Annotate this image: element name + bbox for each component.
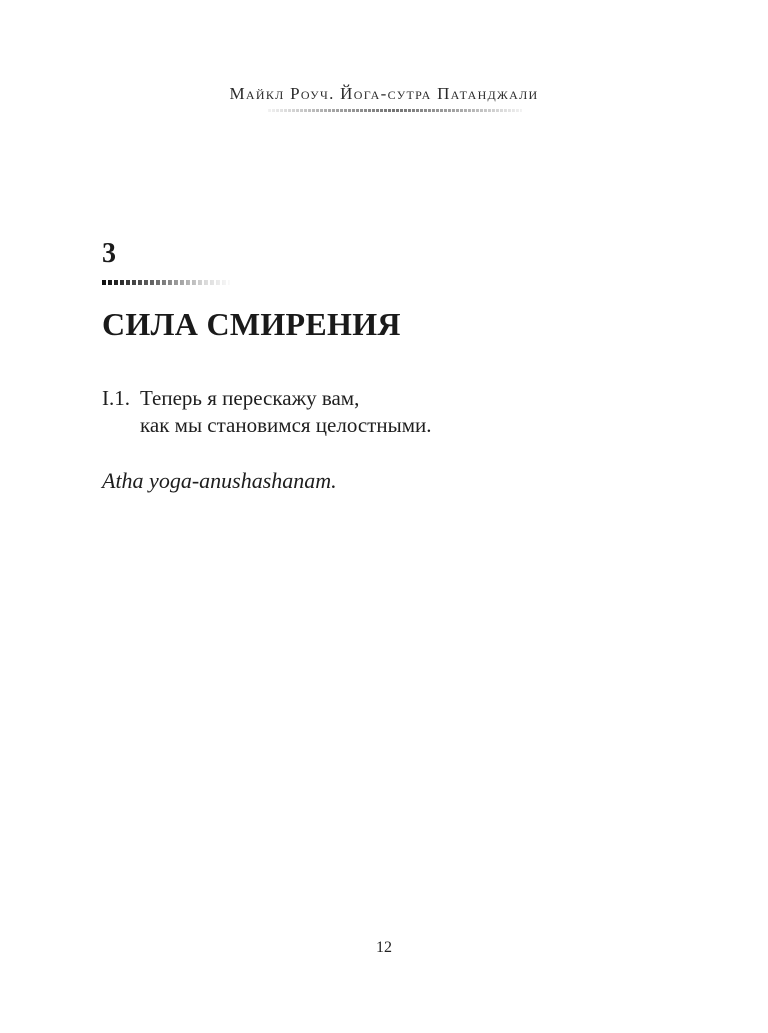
verse-text-line-2: как мы становимся целостными.	[140, 413, 432, 437]
chapter-title: СИЛА СМИРЕНИЯ	[102, 306, 401, 342]
verse-text-line-1: Теперь я перескажу вам,	[140, 386, 360, 410]
verse-line-1	[102, 385, 431, 412]
running-head-divider	[268, 109, 522, 112]
sanskrit-verse: Atha yoga-anushashanam.	[102, 468, 337, 493]
running-head: Майкл Роуч. Йога-сутра Патанджали	[229, 84, 539, 103]
chapter-number: 3	[102, 238, 116, 269]
verse-number: I.1.	[102, 386, 130, 410]
verse-block	[102, 385, 431, 439]
chapter-divider	[102, 280, 230, 285]
page-number: 12	[376, 939, 392, 956]
